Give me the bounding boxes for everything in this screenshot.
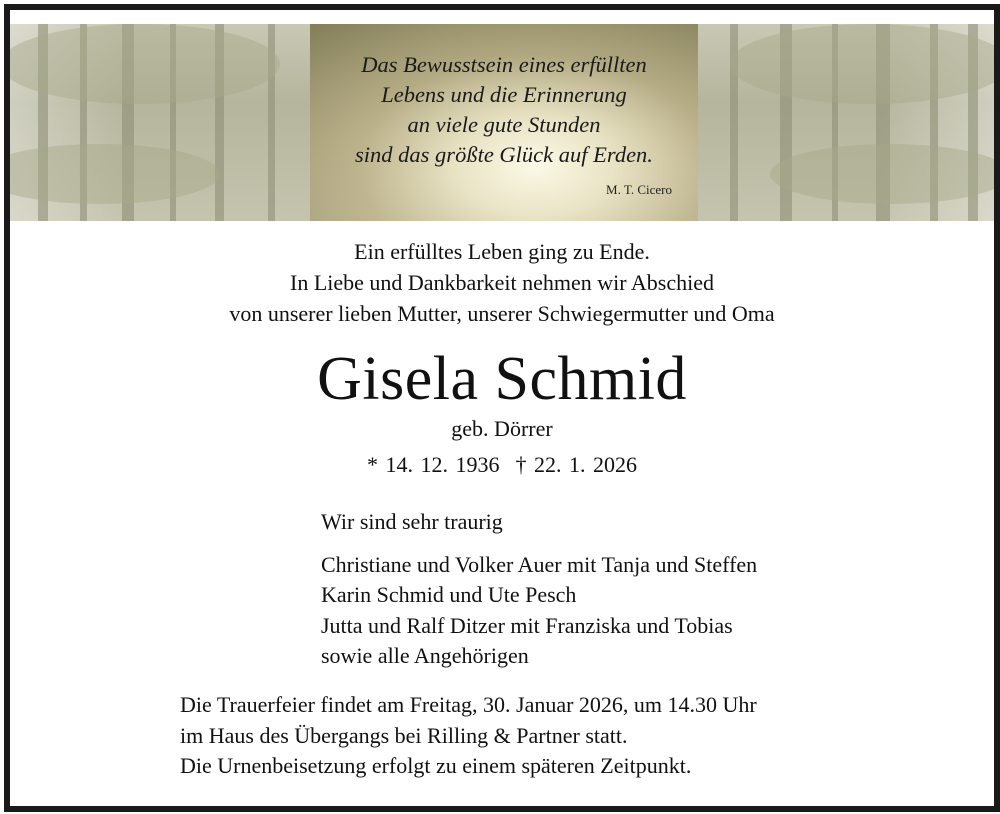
birth-name: geb. Dörrer	[451, 416, 553, 441]
quote-line: an viele gute Stunden	[407, 112, 601, 137]
mourner-line: Jutta und Ralf Ditzer mit Franziska und Tobias	[321, 612, 733, 638]
mourner-line: sowie alle Angehörigen	[321, 643, 529, 668]
birth-date: * 14. 12. 1936	[367, 452, 500, 477]
quote-line: Das Bewusstsein eines erfüllten	[361, 52, 647, 77]
death-date: † 22. 1. 2026	[515, 452, 637, 477]
life-dates	[10, 450, 994, 480]
quote-author: M. T. Cicero	[606, 182, 672, 197]
intro-line: In Liebe und Dankbarkeit nehmen wir Abschied	[290, 270, 714, 295]
forest-banner-image	[10, 24, 994, 221]
ceremony-line: im Haus des Übergangs bei Rilling & Partner statt.	[180, 722, 628, 748]
ceremony-line: Die Trauerfeier findet am Freitag, 30. Januar 2026, um 14.30 Uhr	[180, 692, 757, 717]
mourner-line: Christiane und Volker Auer mit Tanja und Steffen	[321, 551, 758, 577]
ceremony-line: Die Urnenbeisetzung erfolgt zu einem späteren Zeitpunkt.	[180, 753, 692, 778]
mourners-heading: Wir sind sehr traurig	[321, 509, 503, 534]
mourner-line: Karin Schmid und Ute Pesch	[321, 582, 577, 607]
quote-line: sind das größte Glück auf Erden.	[355, 142, 653, 167]
intro-text	[10, 236, 994, 329]
intro-line: von unserer lieben Mutter, unserer Schwiegermutter und Oma	[229, 301, 775, 326]
obituary-notice	[4, 4, 1000, 812]
quote-panel	[310, 24, 698, 221]
quote-line: Lebens und die Erinnerung	[381, 82, 627, 107]
intro-line: Ein erfülltes Leben ging zu Ende.	[354, 239, 650, 264]
quote-text	[310, 50, 698, 170]
mourners-block	[321, 507, 757, 672]
deceased-name: Gisela Schmid	[317, 345, 687, 413]
ceremony-info	[180, 690, 757, 782]
